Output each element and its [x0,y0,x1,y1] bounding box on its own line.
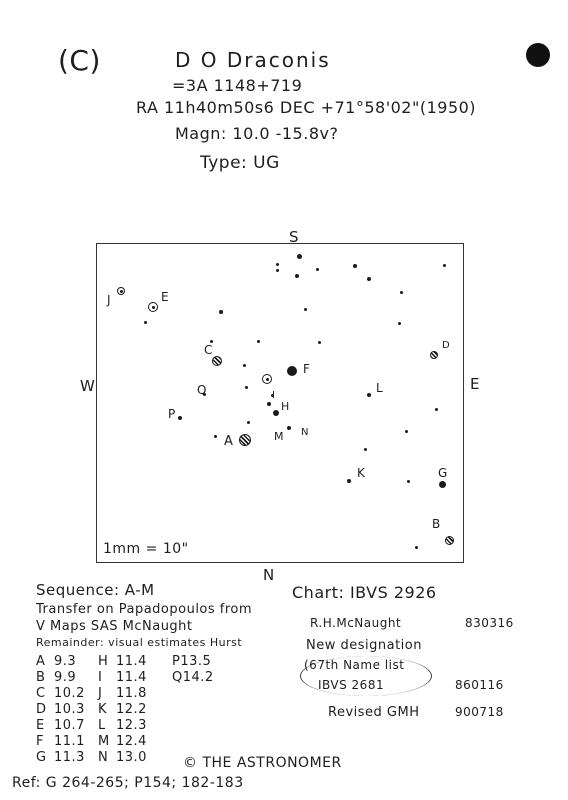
label-g: G [438,466,448,480]
comparison-star-g [439,481,446,488]
label-m: M [274,430,284,443]
field-star [214,435,217,438]
field-star [398,322,401,325]
label-l: L [376,381,384,395]
sequence-row: D 10.3 K 12.2 [36,702,147,717]
label-f: F [303,362,311,376]
comparison-star-l [367,393,371,397]
field-star [367,277,371,281]
field-star [247,421,250,424]
comparison-star-i [267,402,271,406]
field-star [295,274,299,278]
label-d: D [442,340,451,351]
chart-scale: 1mm = 10" [103,541,189,557]
magnitude-range: Magn: 10.0 -15.8v? [175,124,339,143]
sequence-row: E 10.7 L 12.3 [36,718,147,733]
comparison-star-b [445,536,454,545]
comparison-star-c [212,356,222,366]
coordinates: RA 11h40m50s6 DEC +71°58'02"(1950) [136,98,477,117]
variable-type: Type: UG [200,153,280,173]
field-star [304,308,307,311]
sequence-note-3: Remainder: visual estimates Hurst [36,636,243,649]
revised: Revised GMH [328,705,420,720]
label-c: C [204,343,213,357]
label-e: E [161,290,170,304]
comparison-star-e [148,302,158,312]
finder-chart [96,243,464,563]
field-star [257,340,260,343]
variable-star-do-draconis [262,374,272,384]
new-designation: New designation [306,638,422,653]
field-star [405,430,408,433]
sequence-row: F 11.1 M 12.4 [36,734,147,749]
label-a: A [224,434,234,449]
author: R.H.McNaught [310,616,402,630]
field-star [276,269,279,272]
label-b: B [432,517,441,531]
ibvs-reference: IBVS 2681 [318,678,385,692]
field-star [443,264,446,267]
label-k: K [357,466,366,480]
field-star [297,254,302,259]
field-star [364,448,367,451]
field-star [276,263,279,266]
field-star [316,268,319,271]
field-star [245,386,248,389]
chart-reference: Chart: IBVS 2926 [292,583,437,602]
comparison-star-k [347,479,351,483]
chart-west-direction: W [80,377,96,395]
label-n: N [301,427,309,438]
label-q: Q [197,383,207,397]
punch-hole [526,43,550,67]
field-star [415,546,418,549]
revised-date: 900718 [455,705,504,719]
sequence-row: G 11.3 N 13.0 [36,750,147,765]
copyright: © THE ASTRONOMER [183,755,342,771]
chart-bottom-direction: N [263,566,275,584]
ibvs-date: 860116 [455,678,504,692]
references: Ref: G 264-265; P154; 182-183 [12,775,244,791]
chart-east-direction: E [470,375,480,393]
label-i: I [272,390,276,401]
label-p: P [168,407,176,421]
comparison-star-d [430,351,438,359]
field-star [407,480,410,483]
field-star [243,364,246,367]
label-j: J [107,293,112,307]
field-star [318,341,321,344]
author-date: 830316 [465,616,514,630]
field-star [219,310,223,314]
star-alias: =3A 1148+719 [172,76,303,95]
comparison-star-f [287,366,297,376]
field-star [435,408,438,411]
field-star [144,321,147,324]
sequence-note-2: V Maps SAS McNaught [36,619,193,634]
label-h: H [281,400,290,413]
sequence-row: B 9.9 I 11.4 Q14.2 [36,670,214,685]
star-name: D O Draconis [175,48,331,72]
field-star [400,291,403,294]
comparison-star-m [287,426,291,430]
sequence-row: A 9.3 H 11.4 P13.5 [36,654,212,669]
comparison-star-a [239,434,251,446]
comparison-star-p [178,416,182,420]
sequence-title: Sequence: A-M [36,581,155,599]
comparison-star-h [273,410,279,416]
sequence-row: C 10.2 J 11.8 [36,686,147,701]
panel-letter: (C) [58,44,101,77]
field-star [353,264,357,268]
chart-top-direction: S [289,228,300,246]
sequence-note-1: Transfer on Papadopoulos from [36,602,253,617]
comparison-star-j [117,287,125,295]
name-list: (67th Name list [304,658,405,672]
